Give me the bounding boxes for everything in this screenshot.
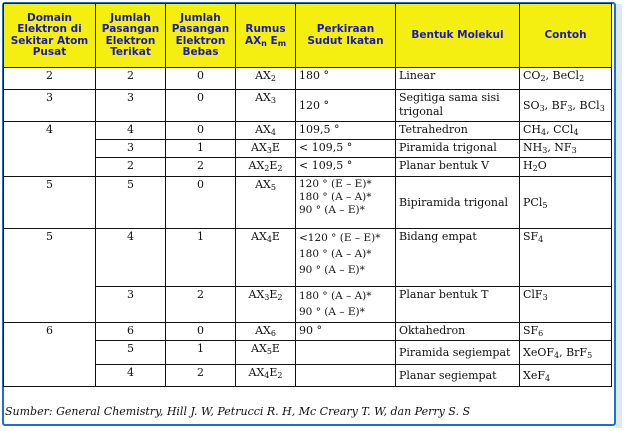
angle-cell (296, 177, 396, 229)
formula-cell: $AX_3E$ (236, 140, 296, 158)
table-row (4, 323, 612, 341)
shape-cell: Planar bentuk V (396, 158, 520, 177)
bond-cell: 4 (96, 122, 166, 140)
table-row (4, 365, 612, 387)
bond-cell: 5 (96, 341, 166, 365)
shape-cell: Planar bentuk T (396, 287, 520, 323)
lone-cell: 0 (166, 122, 236, 140)
shape-cell: Piramida segiempat (396, 341, 520, 365)
lone-cell: 2 (166, 365, 236, 387)
angle-line: 90 ° (A – E)* (299, 204, 365, 216)
domain-cell: 5 (4, 229, 96, 323)
angle-cell (296, 287, 396, 323)
bond-cell: 3 (96, 90, 166, 122)
formula-cell: $AX_4E_2$ (236, 365, 296, 387)
example-cell: $CO_2$, BeCl$_2$ (520, 68, 612, 90)
source-caption: Sumber: General Chemistry, Hill J. W, Petrucci R. H, Mc Creary T. W, dan Perry S. S (5, 405, 470, 418)
example-cell: $H_2O$ (520, 158, 612, 177)
bond-cell: 2 (96, 68, 166, 90)
angle-cell: 120 ° (296, 90, 396, 122)
angle-line: 90 ° (A – E)* (299, 306, 365, 318)
bond-cell: 2 (96, 158, 166, 177)
lone-cell: 2 (166, 287, 236, 323)
bond-cell: 3 (96, 140, 166, 158)
angle-line: 180 ° (A – A)* (299, 248, 372, 260)
angle-cell: 109,5 ° (296, 122, 396, 140)
table-row (4, 90, 612, 122)
example-cell: PCl$_5$ (520, 177, 612, 229)
header-shape: Bentuk Molekul (396, 4, 520, 68)
formula-cell: $AX_4$ (236, 122, 296, 140)
lone-cell: 0 (166, 177, 236, 229)
bond-cell: 6 (96, 323, 166, 341)
table-row (4, 177, 612, 229)
header-row (4, 4, 612, 68)
formula-cell: $AX_2E_2$ (236, 158, 296, 177)
formula-cell: $AX_5E$ (236, 341, 296, 365)
lone-cell: 0 (166, 323, 236, 341)
angle-cell (296, 365, 396, 387)
lone-cell: 1 (166, 229, 236, 287)
table-row (4, 68, 612, 90)
header-formula-e: E (270, 34, 278, 47)
shape-cell: Oktahedron (396, 323, 520, 341)
shape-cell: Bipiramida trigonal (396, 177, 520, 229)
header-angle: Perkiraan Sudut Ikatan (296, 4, 396, 68)
angle-cell (296, 229, 396, 287)
example-cell: $CH_4$, CCl$_4$ (520, 122, 612, 140)
bond-cell: 4 (96, 365, 166, 387)
lone-cell: 1 (166, 140, 236, 158)
header-formula-m: m (277, 38, 287, 48)
formula-cell: $AX_6$ (236, 323, 296, 341)
formula-main: AX (255, 69, 271, 82)
bond-cell: 3 (96, 287, 166, 323)
header-formula-ax: AX (244, 34, 262, 47)
bond-cell: 5 (96, 177, 166, 229)
lone-cell: 0 (166, 90, 236, 122)
header-formula-n: n (261, 38, 267, 48)
angle-line: 120 ° (E – E)* (299, 178, 372, 190)
angle-cell: < 109,5 ° (296, 158, 396, 177)
example-cell: $SF_4$ (520, 229, 612, 287)
formula-sub: 2 (270, 74, 276, 83)
lone-cell: 0 (166, 68, 236, 90)
domain-cell: 3 (4, 90, 96, 122)
formula-cell: $AX_5$ (236, 177, 296, 229)
shape-cell: Linear (396, 68, 520, 90)
example-cell: $NH_3$, $NF_3$ (520, 140, 612, 158)
domain-cell: 2 (4, 68, 96, 90)
angle-cell: 90 ° (296, 323, 396, 341)
example-cell: $SF_6$ (520, 323, 612, 341)
example-cell: XeOF$_4$, BrF$_5$ (520, 341, 612, 365)
angle-cell (296, 341, 396, 365)
frame-shadow (616, 4, 622, 428)
example-cell: ClF$_3$ (520, 287, 612, 323)
shape-cell: Piramida trigonal (396, 140, 520, 158)
angle-line: 180 ° (A – A)* (299, 191, 372, 203)
lone-cell: 1 (166, 341, 236, 365)
lone-cell: 2 (166, 158, 236, 177)
header-lone-pairs: Jumlah Pasangan Elektron Bebas (166, 4, 236, 68)
table-row (4, 158, 612, 177)
formula-cell: $AX_3E_2$ (236, 287, 296, 323)
header-formula-prefix: Rumus (245, 23, 286, 35)
bond-cell: 4 (96, 229, 166, 287)
angle-line: 180 ° (A – A)* (299, 290, 372, 302)
domain-cell: 5 (4, 177, 96, 229)
header-example: Contoh (520, 4, 612, 68)
table-row (4, 140, 612, 158)
shape-cell: Bidang empat (396, 229, 520, 287)
table-row (4, 341, 612, 365)
domain-cell: 6 (4, 323, 96, 387)
domain-cell: 4 (4, 122, 96, 177)
table-row (4, 229, 612, 287)
header-domain: Domain Elektron di Sekitar Atom Pusat (4, 4, 96, 68)
shape-cell: Segitiga sama sisi trigonal (396, 90, 520, 122)
example-cell: XeF$_4$ (520, 365, 612, 387)
angle-cell: 180 ° (296, 68, 396, 90)
angle-line: 90 ° (A – E)* (299, 264, 365, 276)
angle-cell: < 109,5 ° (296, 140, 396, 158)
table-row (4, 287, 612, 323)
header-formula (236, 4, 296, 68)
shape-cell: Tetrahedron (396, 122, 520, 140)
header-bond-pairs: Jumlah Pasangan Elektron Terikat (96, 4, 166, 68)
formula-cell: $AX_3$ (236, 90, 296, 122)
shape-cell: Planar segiempat (396, 365, 520, 387)
example-cell: $SO_3$, $BF_3$, BCl$_3$ (520, 90, 612, 122)
formula-cell: $AX_4E$ (236, 229, 296, 287)
vsepr-table (3, 3, 612, 387)
table-row (4, 122, 612, 140)
angle-line: <120 ° (E – E)* (299, 232, 381, 244)
formula-cell (236, 68, 296, 90)
